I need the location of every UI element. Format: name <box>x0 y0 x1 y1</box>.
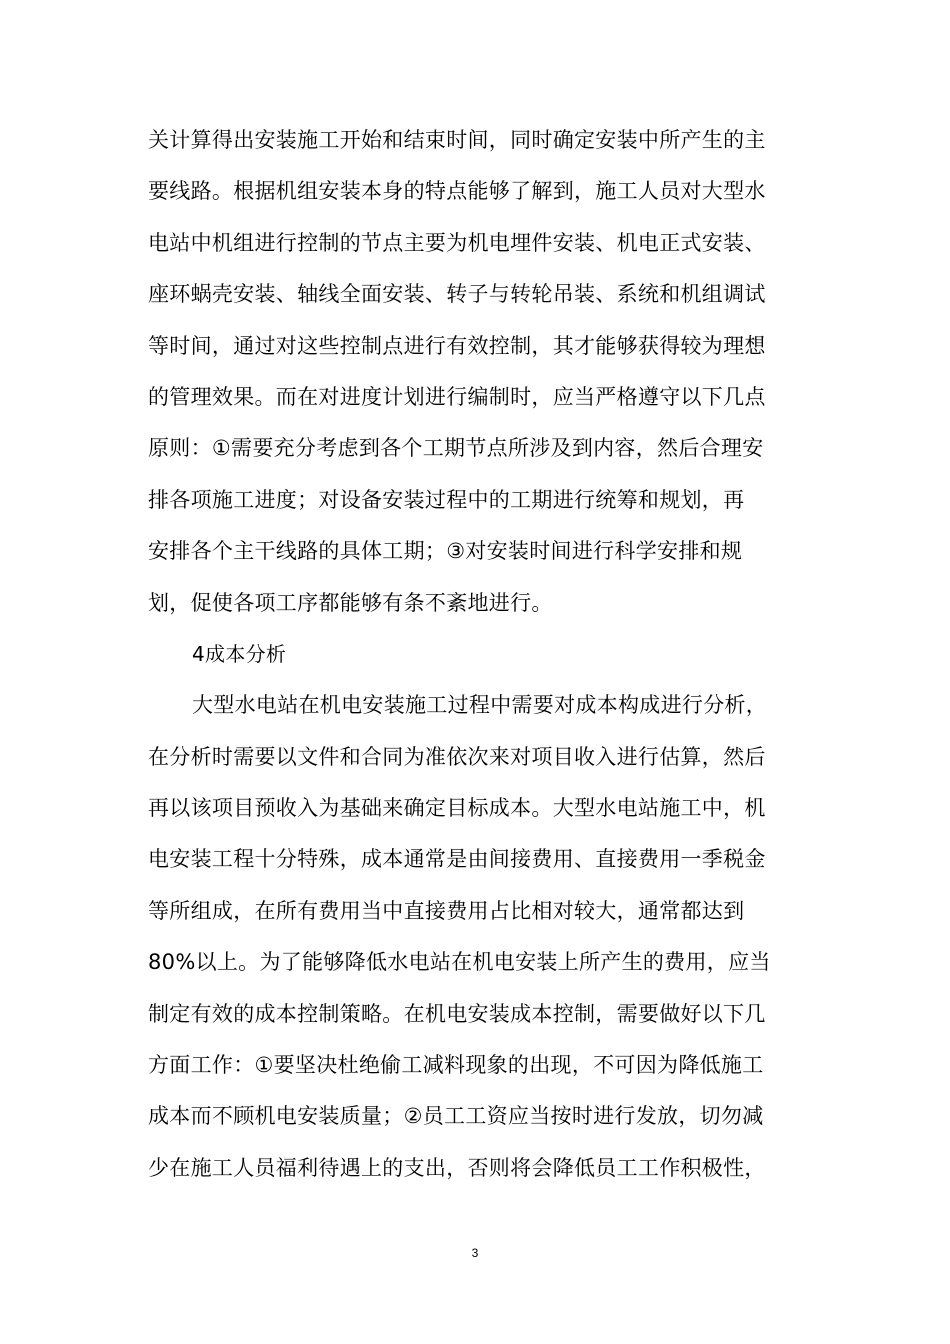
text-line: 划，促使各项工序都能够有条不紊地进行。 <box>148 590 553 615</box>
text-line: 关计算得出安装施工开始和结束时间，同时确定安装中所产生的主 <box>148 128 766 152</box>
section-heading: 4成本分析 <box>192 641 287 666</box>
text-line: 在分析时需要以文件和合同为准依次来对项目收入进行估算，然后 <box>148 744 766 769</box>
text-line: 等时间，通过对这些控制点进行有效控制，其才能够获得较为理想 <box>148 333 766 358</box>
text-line: 80%以上。为了能够降低水电站在机电安装上所产生的费用，应当 <box>148 950 771 975</box>
text-line: 再以该项目预收入为基础来确定目标成本。大型水电站施工中，机 <box>148 796 766 821</box>
text-line: 排各项施工进度；对设备安装过程中的工期进行统筹和规划，再 <box>148 487 745 512</box>
text-line: 少在施工人员福利待遇上的支出，否则将会降低员工工作积极性， <box>148 1155 766 1180</box>
text-line: 成本而不顾机电安装质量；②员工工资应当按时进行发放，切勿减 <box>148 1104 764 1129</box>
text-line: 要线路。根据机组安装本身的特点能够了解到，施工人员对大型水 <box>148 179 766 204</box>
text-line: 原则：①需要充分考虑到各个工期节点所涉及到内容，然后合理安 <box>148 436 764 461</box>
body-text <box>148 115 808 1194</box>
text-line: 电安装工程十分特殊，成本通常是由间接费用、直接费用一季税金 <box>148 847 766 872</box>
text-line: 方面工作：①要坚决杜绝偷工减料现象的出现，不可因为降低施工 <box>148 1053 764 1078</box>
text-line: 电站中机组进行控制的节点主要为机电埋件安装、机电正式安装、 <box>148 230 766 255</box>
text-line: 大型水电站在机电安装施工过程中需要对成本构成进行分析， <box>192 693 768 718</box>
text-line: 等所组成，在所有费用当中直接费用占比相对较大，通常都达到 <box>148 898 745 923</box>
text-line: 制定有效的成本控制策略。在机电安装成本控制，需要做好以下几 <box>148 1001 766 1026</box>
text-line: 的管理效果。而在对进度计划进行编制时，应当严格遵守以下几点 <box>148 384 766 409</box>
page-number: 3 <box>471 1246 479 1260</box>
text-line: 安排各个主干线路的具体工期；③对安装时间进行科学安排和规 <box>148 539 743 564</box>
text-line: 座环蜗壳安装、轴线全面安装、转子与转轮吊装、系统和机组调试 <box>148 282 766 307</box>
